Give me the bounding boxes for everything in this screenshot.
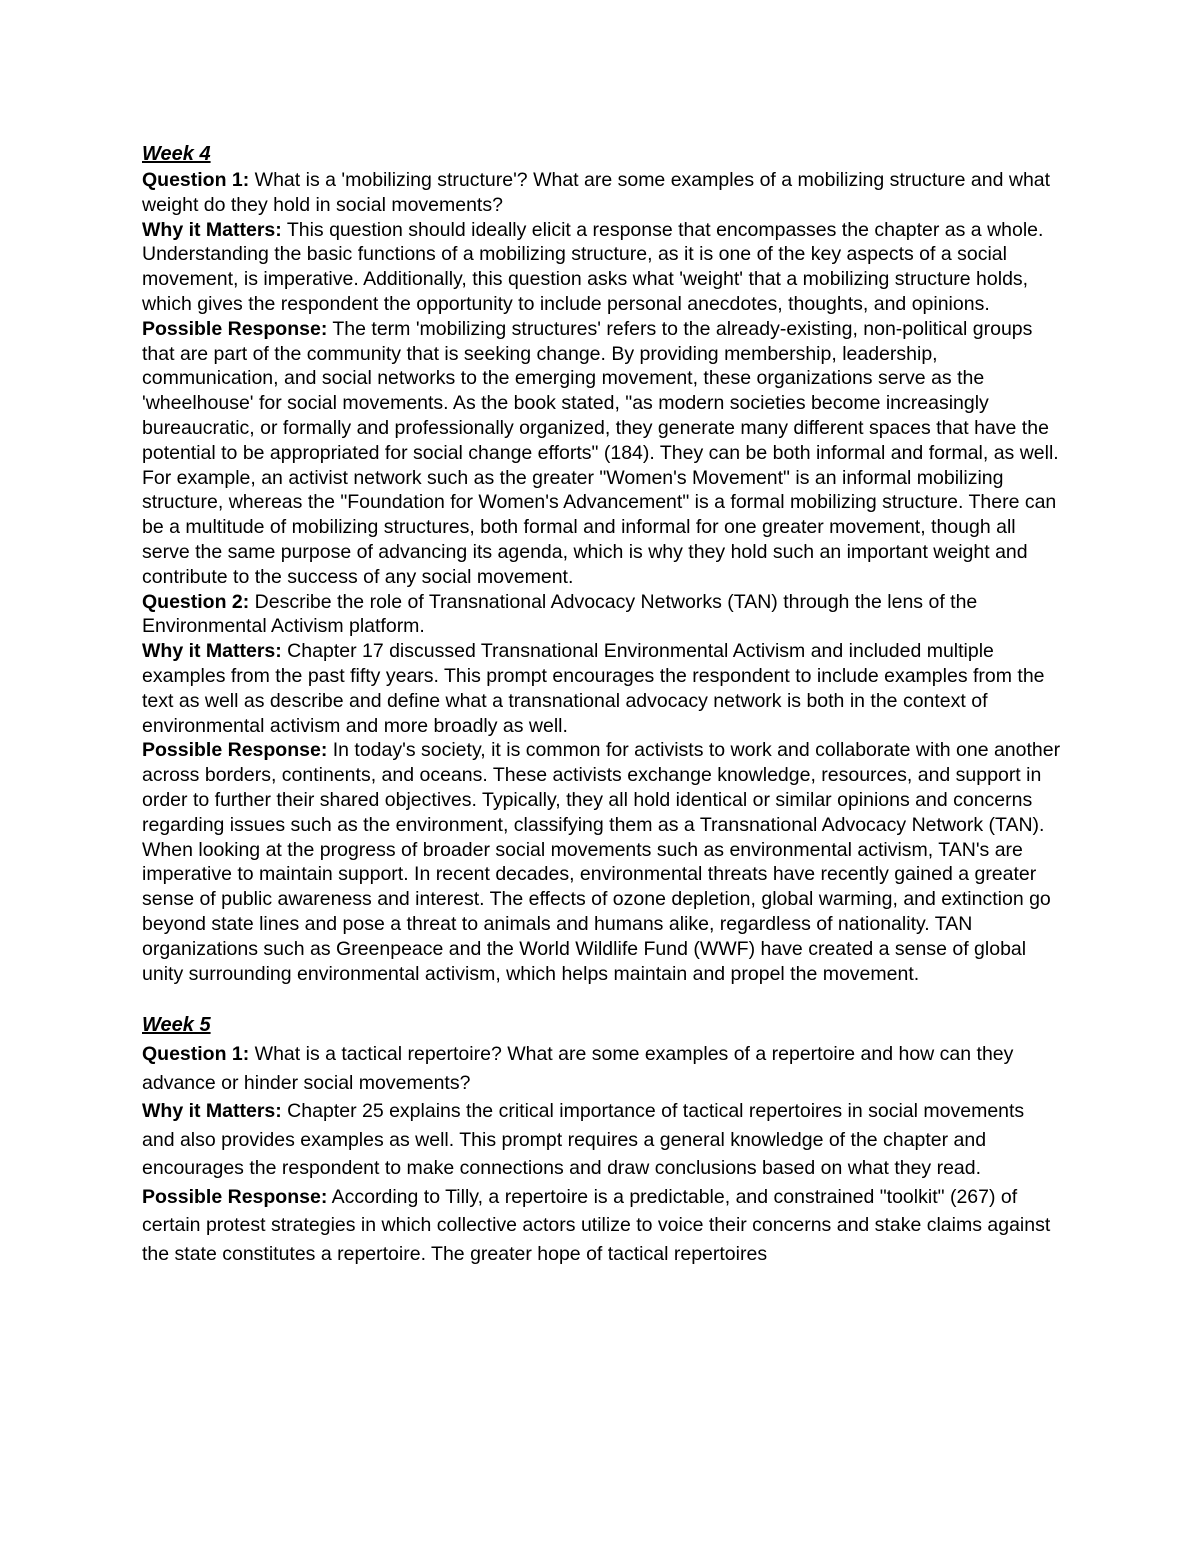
question-label: Question 1: bbox=[142, 169, 250, 191]
possible-response-text: According to Tilly, a repertoire is a predictable, and constrained "toolkit" (267) of certain protest strategies in which collective actors utilize to voice their concerns and stake claims against the state constitutes a repertoire. The greater hope of tactical repertoires bbox=[142, 1185, 1051, 1265]
question-text: What is a 'mobilizing structure'? What are some examples of a mobilizing structure and what weight do they hold in social movements? bbox=[142, 169, 1051, 216]
possible-response-paragraph bbox=[142, 1183, 1062, 1269]
week-heading: Week 4 bbox=[142, 143, 211, 165]
possible-response-text: In today's society, it is common for activists to work and collaborate with one another across borders, continents, and oceans. These activists exchange knowledge, resources, and support in order to further their shared objectives. Typically, they all hold identical or similar opinions and concerns regarding issues such as the environment, classifying them as a Transnational Advocacy Network (TAN). When looking at the progress of broader social movements such as environmental activism, TAN's are imperative to maintain support. In recent decades, environmental threats have recently gained a greater sense of public awareness and interest. The effects of ozone depletion, global warming, and extinction go beyond state lines and pose a threat to animals and humans alike, regardless of nationality. TAN organizations such as Greenpeace and the World Wildlife Fund (WWF) have created a sense of global unity surrounding environmental activism, which helps maintain and propel the movement. bbox=[142, 739, 1061, 985]
question-1-paragraph bbox=[142, 1040, 1062, 1097]
why-it-matters-paragraph bbox=[142, 1097, 1062, 1183]
why-it-matters-paragraph bbox=[142, 218, 1062, 317]
why-it-matters-paragraph bbox=[142, 639, 1062, 738]
question-text: What is a tactical repertoire? What are some examples of a repertoire and how can they advance or hinder social movements? bbox=[142, 1043, 1014, 1094]
possible-response-paragraph bbox=[142, 738, 1062, 986]
document-page bbox=[142, 140, 1062, 1268]
question-1-paragraph bbox=[142, 168, 1062, 218]
possible-response-paragraph bbox=[142, 317, 1062, 590]
why-it-matters-label: Why it Matters: bbox=[142, 1100, 282, 1123]
why-it-matters-label: Why it Matters: bbox=[142, 218, 282, 241]
possible-response-label: Possible Response: bbox=[142, 317, 328, 340]
possible-response-text: The term 'mobilizing structures' refers to the already-existing, non-political groups that are part of the community that is seeking change. By providing membership, leadership, communication, and social networks to the emerging movement, these organizations serve as the 'wheelhouse' for social movements. As the book stated, "as modern societies become increasingly bureaucratic, or formally and professionally organized, they generate many different spaces that have the potential to be appropriated for social change efforts" (184). They can be both informal and formal, as well. For example, an activist network such as the greater "Women's Movement" is an informal mobilizing structure, whereas the "Foundation for Women's Advancement" is a formal mobilizing structure. There can be a multitude of mobilizing structures, both formal and informal for one greater movement, though all serve the same purpose of advancing its agenda, which is why they hold such an important weight and contribute to the success of any social movement. bbox=[142, 317, 1059, 588]
why-it-matters-text: Chapter 25 explains the critical importance of tactical repertoires in social movements and also provides examples as well. This prompt requires a general knowledge of the chapter and encourages the respondent to make connections and draw conclusions based on what they read. bbox=[142, 1100, 1025, 1180]
possible-response-label: Possible Response: bbox=[142, 739, 328, 762]
question-label: Question 1: bbox=[142, 1043, 250, 1066]
week-4-section bbox=[142, 140, 1062, 986]
question-text: Describe the role of Transnational Advocacy Networks (TAN) through the lens of the Environmental Activism platform. bbox=[142, 590, 978, 638]
why-it-matters-text: This question should ideally elicit a response that encompasses the chapter as a whole. Understanding the basic functions of a mobilizing structure, as it is one of the key aspects of a social movement, is imperative. Additionally, this question asks what 'weight' that a mobilizing structure holds, which gives the respondent the opportunity to include personal anecdotes, thoughts, and opinions. bbox=[142, 218, 1044, 315]
why-it-matters-label: Why it Matters: bbox=[142, 640, 282, 663]
question-label: Question 2: bbox=[142, 590, 250, 613]
possible-response-label: Possible Response: bbox=[142, 1185, 328, 1208]
why-it-matters-text: Chapter 17 discussed Transnational Environmental Activism and included multiple examples from the past fifty years. This prompt encourages the respondent to include examples from the text as well as describe and define what a transnational advocacy network is both in the context of environmental activism and more broadly as well. bbox=[142, 640, 1045, 737]
question-2-paragraph bbox=[142, 590, 1062, 640]
week-heading: Week 5 bbox=[142, 1014, 211, 1037]
week-5-section bbox=[142, 1010, 1062, 1268]
